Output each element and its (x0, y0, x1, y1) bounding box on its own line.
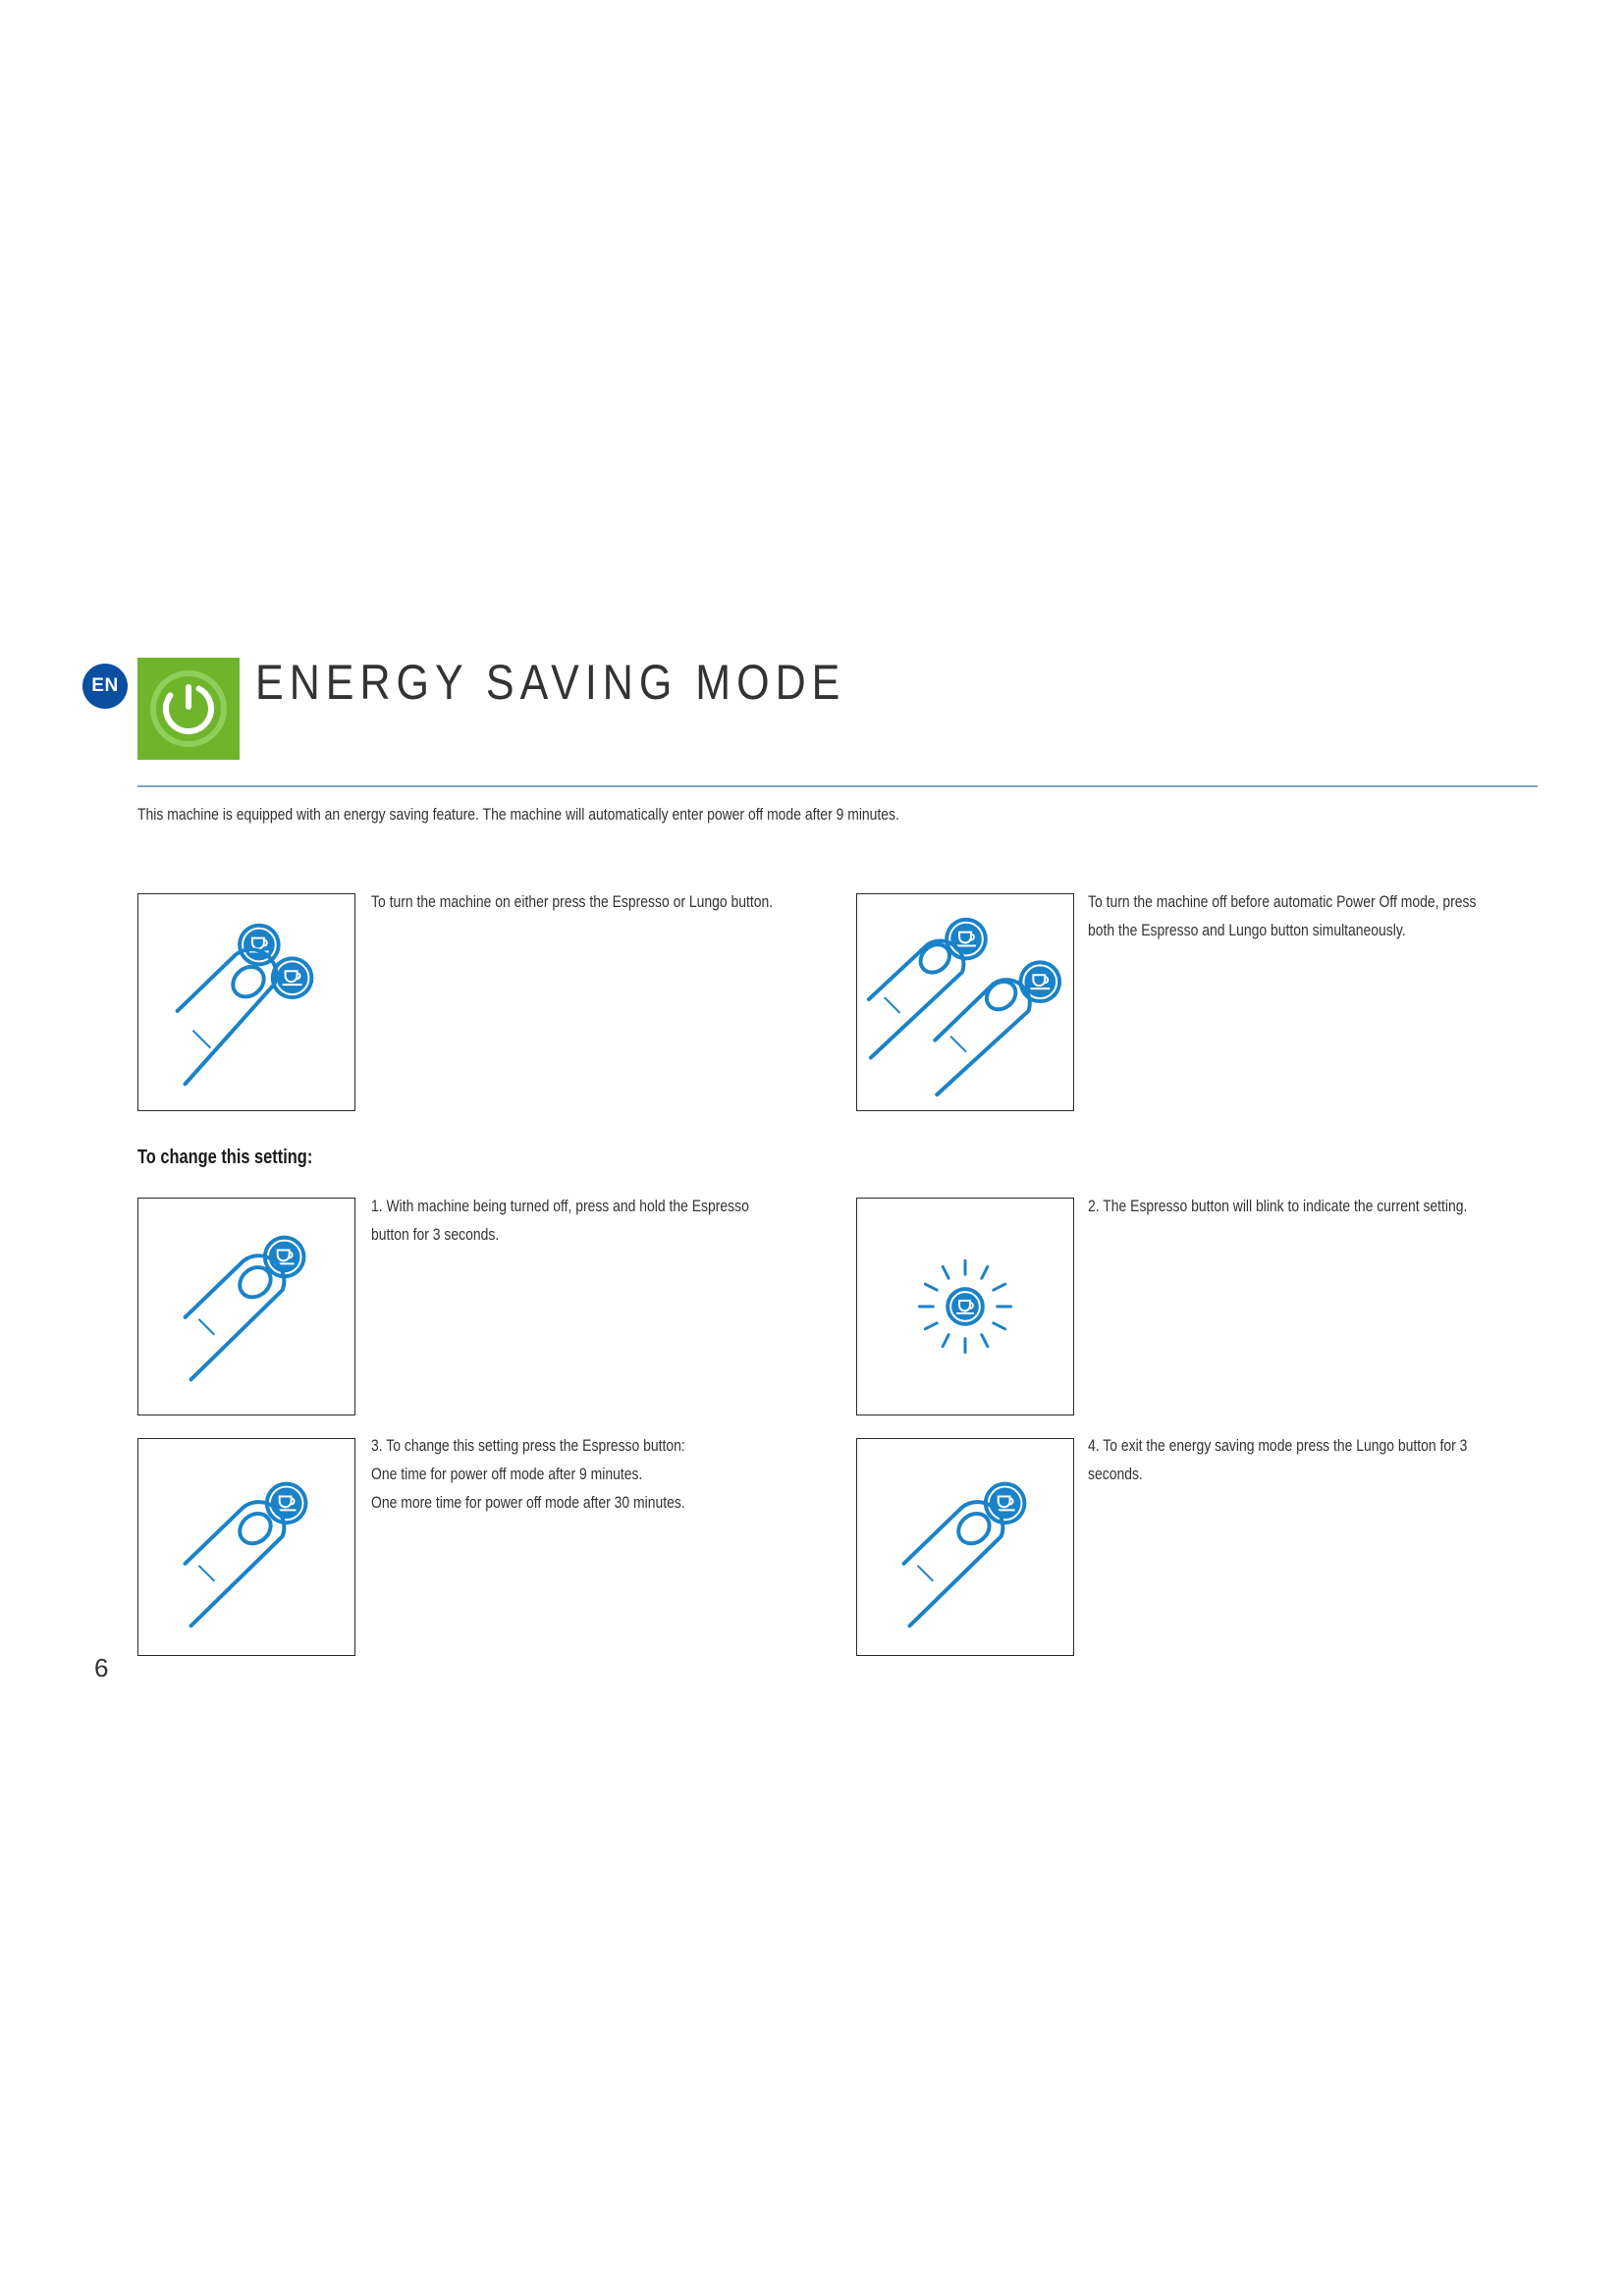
blinking-button-icon (856, 1198, 1074, 1415)
step-caption-4 (1088, 1431, 1506, 1488)
two-fingers-press-icon (856, 893, 1074, 1111)
step-caption-turn-off (1088, 887, 1506, 944)
caption-line: 2. The Espresso button will blink to indicate the current setting. (1088, 1197, 1468, 1215)
step-caption-1 (371, 1192, 789, 1249)
finger-press-icon (137, 1438, 355, 1656)
finger-press-icon (856, 1438, 1074, 1656)
intro-text: This machine is equipped with an energy saving feature. The machine will automatically enter power off mode after 9 minutes. (137, 805, 899, 824)
caption-line: 1. With machine being turned off, press and hold the Espresso (371, 1197, 749, 1215)
caption-line: One time for power off mode after 9 minutes. (371, 1465, 643, 1483)
page-number: 6 (94, 1653, 109, 1682)
language-badge: EN (82, 664, 128, 709)
page-title: ENERGY SAVING MODE (255, 655, 846, 710)
step-caption-2 (1088, 1192, 1506, 1220)
caption-line: 3. To change this setting press the Espresso button: (371, 1436, 685, 1455)
caption-line: One more time for power off mode after 30 minutes. (371, 1493, 685, 1512)
caption-line: 4. To exit the energy saving mode press the Lungo button for 3 (1088, 1436, 1468, 1455)
finger-press-icon (137, 1198, 355, 1415)
caption-line: both the Espresso and Lungo button simultaneously. (1088, 921, 1406, 939)
power-icon (137, 658, 240, 760)
step-caption-turn-on (371, 887, 789, 916)
caption-line: button for 3 seconds. (371, 1225, 500, 1244)
finger-press-icon (137, 893, 355, 1111)
step-caption-3 (371, 1431, 789, 1517)
caption-line: seconds. (1088, 1465, 1143, 1483)
subheading: To change this setting: (137, 1147, 313, 1168)
caption-line: To turn the machine on either press the Espresso or Lungo button. (371, 892, 774, 911)
caption-line: To turn the machine off before automatic Power Off mode, press (1088, 892, 1477, 911)
title-divider (137, 785, 1538, 787)
